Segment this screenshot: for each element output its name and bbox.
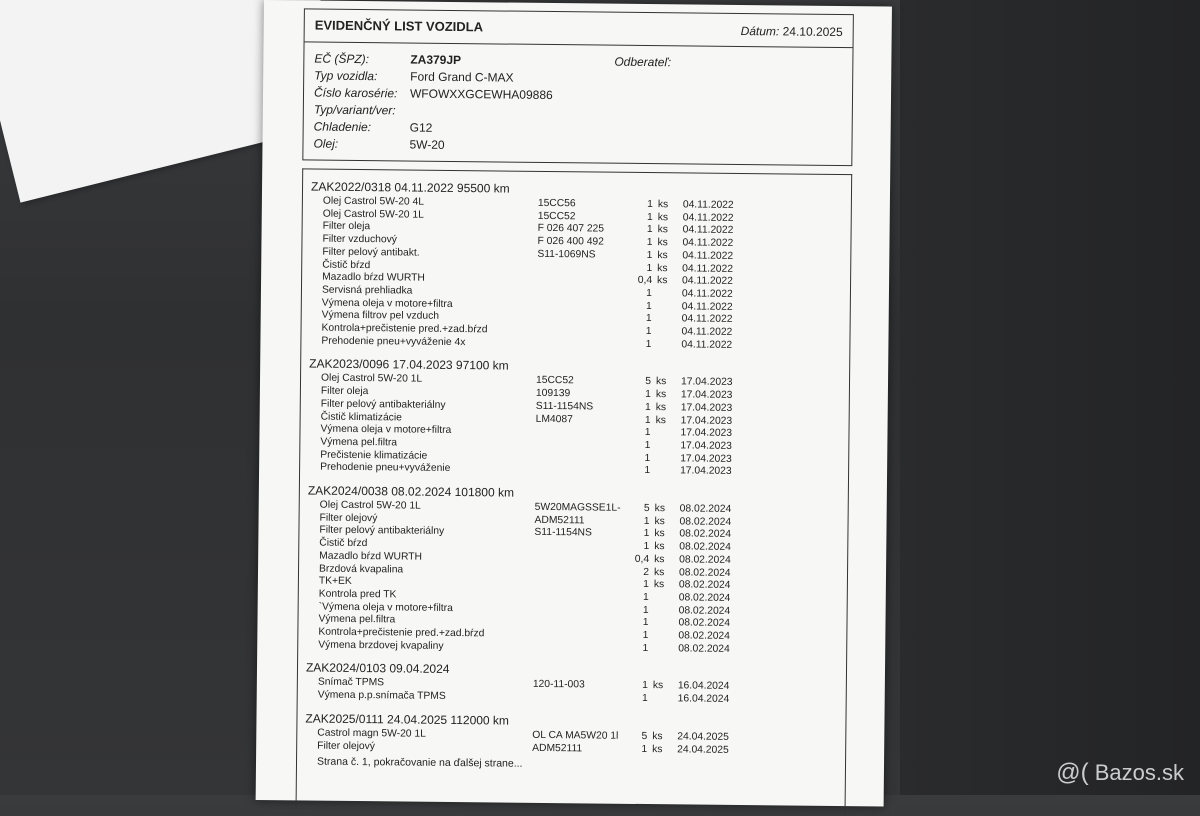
item-quantity: 1 xyxy=(620,515,650,526)
item-name: Prečistenie klimatizácie xyxy=(320,449,427,461)
item-quantity: 1 xyxy=(621,338,651,349)
item-date: 04.11.2022 xyxy=(683,212,734,224)
item-quantity: 1 xyxy=(621,402,651,413)
item-quantity: 1 xyxy=(619,528,649,539)
item-unit: ks xyxy=(658,225,668,236)
item-unit: ks xyxy=(652,744,662,755)
item-quantity: 1 xyxy=(619,592,649,603)
item-unit: ks xyxy=(656,402,666,413)
item-quantity: 1 xyxy=(622,313,652,324)
item-name: Filter oleja xyxy=(321,386,369,397)
item-name: `Výmena oleja v motore+filtra xyxy=(319,601,453,613)
item-code: LM4087 xyxy=(536,413,573,424)
item-name: Filter olejový xyxy=(320,512,378,524)
item-date: 17.04.2023 xyxy=(681,389,733,401)
item-date: 17.04.2023 xyxy=(680,428,732,440)
item-name: Filter pelový antibakt. xyxy=(322,246,419,258)
item-unit: ks xyxy=(658,212,668,223)
item-code: 15CC52 xyxy=(538,211,576,222)
item-quantity: 1 xyxy=(623,224,653,235)
item-name: Olej Castrol 5W-20 1L xyxy=(321,373,422,385)
item-code: OL CA MA5W20 1l xyxy=(532,730,618,742)
item-code: 15CC52 xyxy=(536,375,574,386)
item-name: Olej Castrol 5W-20 1L xyxy=(320,500,421,512)
item-name: Výmena p.p.snímača TPMS xyxy=(318,690,446,702)
vehicle-field-value: WFOWXXGCEWHA09886 xyxy=(410,87,553,102)
item-name: Výmena pel.filtra xyxy=(318,614,395,626)
order-heading: ZAK2025/0111 24.04.2025 112000 km xyxy=(305,711,509,727)
item-name: Kontrola+prečistenie pred.+zad.bŕzd xyxy=(322,323,488,336)
item-name: Mazadlo bŕzd WURTH xyxy=(319,550,422,562)
item-quantity: 1 xyxy=(618,693,648,704)
item-name: Filter olejový xyxy=(317,740,375,752)
item-quantity: 1 xyxy=(619,541,649,552)
item-quantity: 1 xyxy=(617,743,647,754)
item-name: Mazadlo bŕzd WURTH xyxy=(322,272,425,284)
item-date: 04.11.2022 xyxy=(682,276,733,288)
order-heading: ZAK2024/0103 09.04.2024 xyxy=(306,661,450,677)
item-code: 5W20MAGSSE1L- xyxy=(535,502,621,514)
item-code: ADM52111 xyxy=(532,742,582,754)
vehicle-field-label: Číslo karosérie: xyxy=(314,86,414,101)
item-unit: ks xyxy=(656,377,666,388)
vehicle-field-value: Ford Grand C-MAX xyxy=(410,70,514,85)
item-code: 109139 xyxy=(536,388,570,399)
item-unit: ks xyxy=(654,529,664,540)
watermark-text: Bazos.sk xyxy=(1095,760,1184,785)
item-code: S11-1154NS xyxy=(534,527,592,539)
title-bar xyxy=(305,9,853,48)
item-name: Filter oleja xyxy=(323,221,371,232)
item-name: Servisná prehliadka xyxy=(322,285,413,297)
item-date: 08.02.2024 xyxy=(679,541,731,553)
item-code: F 026 407 225 xyxy=(538,223,605,235)
item-name: Čistič klimatizácie xyxy=(321,411,402,423)
item-name: Olej Castrol 5W-20 4L xyxy=(323,196,424,208)
background-surface xyxy=(900,0,1200,795)
item-unit: ks xyxy=(653,681,663,692)
item-name: Výmena filtrov pel vzduch xyxy=(322,310,439,322)
order-heading: ZAK2022/0318 04.11.2022 95500 km xyxy=(311,180,510,196)
order-heading: ZAK2023/0096 17.04.2023 97100 km xyxy=(309,357,509,373)
vehicle-field-label: Chladenie: xyxy=(314,120,414,135)
item-quantity: 1 xyxy=(621,389,651,400)
item-quantity: 1 xyxy=(618,680,648,691)
item-date: 04.11.2022 xyxy=(683,199,734,211)
item-date: 04.11.2022 xyxy=(682,288,733,300)
item-quantity: 5 xyxy=(621,376,651,387)
date-value: 24.10.2025 xyxy=(783,24,843,39)
item-unit: ks xyxy=(657,237,667,248)
item-date: 04.11.2022 xyxy=(681,339,732,351)
item-date: 08.02.2024 xyxy=(678,643,730,655)
item-quantity: 1 xyxy=(620,427,650,438)
watermark-logo-icon: @( xyxy=(1056,759,1088,786)
item-name: Čistič bŕzd xyxy=(322,259,370,271)
item-code: F 026 400 492 xyxy=(537,236,604,248)
vehicle-field-label: Olej: xyxy=(313,137,413,152)
item-name: Výmena oleja v motore+filtra xyxy=(320,424,451,436)
item-quantity: 1 xyxy=(622,262,652,273)
item-name: Výmena oleja v motore+filtra xyxy=(322,297,453,309)
vehicle-field-value: G12 xyxy=(410,121,433,135)
item-quantity: 2 xyxy=(619,566,649,577)
item-date: 24.04.2025 xyxy=(677,731,729,743)
item-quantity: 1 xyxy=(619,579,649,590)
item-date: 08.02.2024 xyxy=(679,567,731,579)
item-name: Kontrola pred TK xyxy=(319,588,397,600)
vehicle-field-value: 5W-20 xyxy=(409,138,444,152)
vehicle-field-label: Typ/variant/ver: xyxy=(314,103,414,118)
page-continuation-note: Strana č. 1, pokračovanie na ďalšej strane... xyxy=(317,756,523,770)
item-quantity: 1 xyxy=(621,326,651,337)
item-date: 08.02.2024 xyxy=(679,554,731,566)
item-name: Filter vzduchový xyxy=(322,234,397,246)
item-quantity: 1 xyxy=(619,604,649,615)
item-unit: ks xyxy=(657,250,667,261)
item-quantity: 1 xyxy=(618,642,648,653)
item-date: 08.02.2024 xyxy=(679,580,731,592)
item-date: 08.02.2024 xyxy=(678,618,730,630)
item-quantity: 1 xyxy=(622,250,652,261)
item-quantity: 1 xyxy=(622,300,652,311)
item-date: 08.02.2024 xyxy=(679,529,731,541)
item-date: 17.04.2023 xyxy=(681,402,733,414)
item-unit: ks xyxy=(654,541,664,552)
order-heading: ZAK2024/0038 08.02.2024 101800 km xyxy=(308,483,514,499)
item-date: 04.11.2022 xyxy=(683,225,734,237)
item-date: 04.11.2022 xyxy=(682,263,733,275)
item-unit: ks xyxy=(655,503,665,514)
item-date: 04.11.2022 xyxy=(682,237,733,249)
item-name: Výmena brzdovej kvapaliny xyxy=(318,639,443,651)
item-unit: ks xyxy=(657,275,667,286)
item-code: 120-11-003 xyxy=(533,679,585,691)
item-name: Snímač TPMS xyxy=(318,677,384,689)
item-code: ADM52111 xyxy=(535,515,585,527)
item-quantity: 0,4 xyxy=(622,275,652,286)
item-date: 04.11.2022 xyxy=(681,326,732,338)
item-unit: ks xyxy=(654,567,664,578)
item-date: 08.02.2024 xyxy=(680,516,732,528)
item-date: 04.11.2022 xyxy=(682,314,733,326)
item-quantity: 1 xyxy=(620,465,650,476)
item-quantity: 1 xyxy=(620,440,650,451)
item-name: Kontrola+prečistenie pred.+zad.bŕzd xyxy=(318,627,484,640)
item-name: Filter pelový antibakteriálny xyxy=(321,398,446,410)
item-code: 15CC56 xyxy=(538,198,576,209)
item-unit: ks xyxy=(654,554,664,565)
item-name: Castrol magn 5W-20 1L xyxy=(317,727,426,739)
item-name: Prehodenie pneu+vyváženie xyxy=(320,462,450,474)
item-date: 17.04.2023 xyxy=(680,453,732,465)
item-code: S11-1069NS xyxy=(537,249,595,261)
item-date: 17.04.2023 xyxy=(680,440,732,452)
item-quantity: 5 xyxy=(620,503,650,514)
watermark xyxy=(1056,759,1184,787)
item-name: Čistič bŕzd xyxy=(319,538,367,550)
item-unit: ks xyxy=(655,516,665,527)
item-quantity: 1 xyxy=(618,630,648,641)
item-name: Filter pelový antibakteriálny xyxy=(319,525,444,537)
item-unit: ks xyxy=(656,389,666,400)
customer-label: Odberateľ: xyxy=(614,55,671,70)
item-date: 16.04.2024 xyxy=(678,693,730,705)
item-unit: ks xyxy=(656,415,666,426)
item-name: Olej Castrol 5W-20 1L xyxy=(323,208,424,220)
document-date xyxy=(741,24,843,39)
item-unit: ks xyxy=(658,199,668,210)
item-unit: ks xyxy=(652,731,662,742)
vehicle-record-sheet xyxy=(256,0,892,807)
vehicle-field-label: Typ vozidla: xyxy=(314,69,414,84)
vehicle-field-value: ZA379JP xyxy=(410,53,461,68)
date-label: Dátum: xyxy=(741,24,780,38)
item-date: 17.04.2023 xyxy=(681,377,733,389)
item-date: 16.04.2024 xyxy=(678,681,730,693)
item-quantity: 1 xyxy=(620,452,650,463)
item-date: 17.04.2023 xyxy=(680,466,732,478)
item-unit: ks xyxy=(654,579,664,590)
service-entries xyxy=(296,168,853,815)
item-name: TK+EK xyxy=(319,576,352,587)
item-code: S11-1154NS xyxy=(536,401,594,413)
item-quantity: 5 xyxy=(617,731,647,742)
item-date: 04.11.2022 xyxy=(682,301,733,313)
item-date: 04.11.2022 xyxy=(682,250,733,262)
item-name: Brzdová kvapalina xyxy=(319,563,403,575)
item-quantity: 1 xyxy=(621,414,651,425)
item-date: 17.04.2023 xyxy=(681,415,733,427)
vehicle-field-label: EČ (ŠPZ): xyxy=(314,52,414,67)
item-name: Prehodenie pneu+vyváženie 4x xyxy=(321,335,465,348)
item-date: 08.02.2024 xyxy=(680,503,732,515)
item-date: 08.02.2024 xyxy=(679,592,731,604)
item-quantity: 1 xyxy=(622,288,652,299)
item-name: Výmena pel.filtra xyxy=(320,437,397,449)
item-date: 08.02.2024 xyxy=(679,605,731,617)
item-quantity: 1 xyxy=(622,237,652,248)
vehicle-header-box xyxy=(302,8,854,166)
item-quantity: 1 xyxy=(623,211,653,222)
item-quantity: 1 xyxy=(623,199,653,210)
item-date: 24.04.2025 xyxy=(677,744,729,756)
item-quantity: 0,4 xyxy=(619,554,649,565)
document-title: EVIDENČNÝ LIST VOZIDLA xyxy=(315,18,483,35)
item-quantity: 1 xyxy=(618,617,648,628)
item-date: 08.02.2024 xyxy=(678,630,730,642)
item-unit: ks xyxy=(657,263,667,274)
